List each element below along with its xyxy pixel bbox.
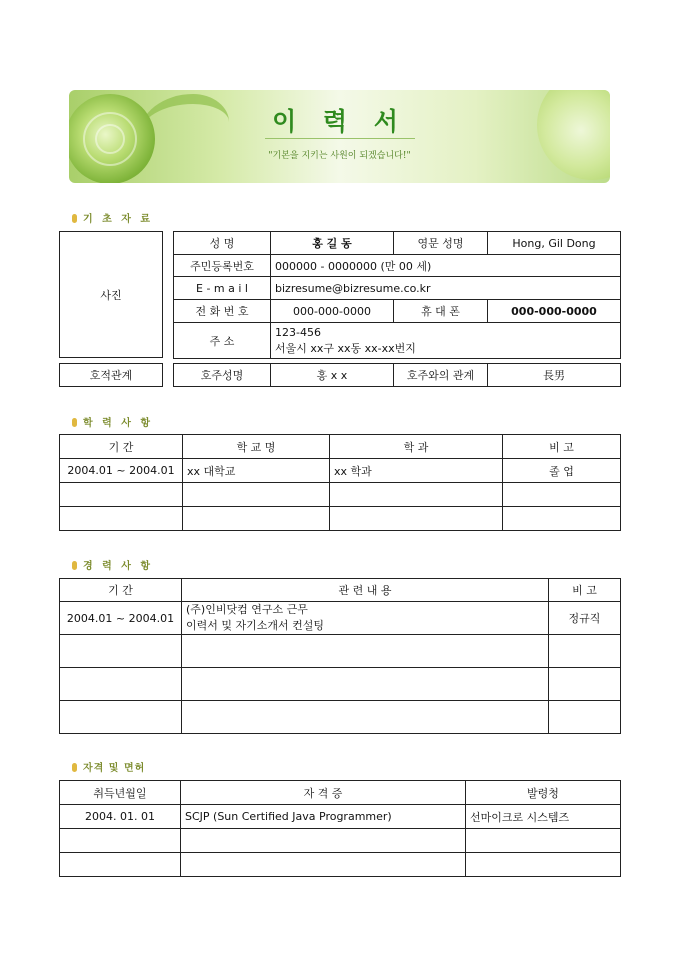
edu-header-major: 학 과 — [330, 435, 503, 459]
career-period: 2004.01 ~ 2004.01 — [60, 602, 182, 635]
section-license-label: 자격 및 면허 — [83, 763, 146, 774]
license-header-date: 취득년월일 — [60, 781, 181, 805]
bullet-icon — [72, 214, 77, 223]
table-row — [60, 483, 621, 507]
license-cert: SCJP (Sun Certified Java Programmer) — [181, 805, 466, 829]
career-content-line2: 이력서 및 자기소개서 컨설팅 — [186, 619, 325, 632]
family-table — [173, 363, 621, 387]
family-relation-box — [59, 363, 163, 387]
phone-label: 전 화 번 호 — [174, 300, 271, 323]
basic-info-table — [173, 231, 621, 359]
relation-value: 長男 — [488, 364, 621, 387]
head-label: 호주성명 — [174, 364, 271, 387]
email-value: bizresume@bizresume.co.kr — [271, 277, 621, 300]
bullet-icon — [72, 418, 77, 427]
section-basic-heading — [72, 210, 153, 225]
edu-major: xx 학과 — [330, 459, 503, 483]
email-label: E - m a i l — [174, 277, 271, 300]
title-banner — [69, 90, 610, 183]
section-basic-label: 기 초 자 료 — [83, 214, 154, 225]
table-row — [60, 701, 621, 734]
career-content — [182, 602, 549, 635]
section-education-label: 학 력 사 항 — [83, 418, 154, 429]
table-row — [60, 853, 621, 877]
phone-value: 000-000-0000 — [271, 300, 394, 323]
license-issuer: 선마이크로 시스템즈 — [466, 805, 621, 829]
table-row — [60, 459, 621, 483]
edu-header-school: 학 교 명 — [183, 435, 330, 459]
career-header-content: 관 련 내 용 — [182, 579, 549, 602]
section-career-label: 경 력 사 항 — [83, 561, 154, 572]
edu-header-period: 기 간 — [60, 435, 183, 459]
table-row — [60, 829, 621, 853]
address-label: 주 소 — [174, 323, 271, 359]
table-row — [60, 668, 621, 701]
section-career-heading — [72, 557, 153, 572]
license-date: 2004. 01. 01 — [60, 805, 181, 829]
family-label: 호적관계 — [60, 364, 163, 387]
rrn-label: 주민등록번호 — [174, 255, 271, 277]
edu-period: 2004.01 ~ 2004.01 — [60, 459, 183, 483]
edu-school: xx 대학교 — [183, 459, 330, 483]
table-row — [60, 635, 621, 668]
address-line1: 123-456 — [275, 325, 321, 339]
photo-box — [59, 231, 163, 358]
rrn-value: 000000 - 0000000 (만 00 세) — [271, 255, 621, 277]
mobile-value: 000-000-0000 — [488, 300, 621, 323]
edu-note: 졸 업 — [503, 459, 621, 483]
career-header-period: 기 간 — [60, 579, 182, 602]
eng-name-label: 영문 성명 — [394, 232, 488, 255]
career-header-note: 비 고 — [549, 579, 621, 602]
address-value — [271, 323, 621, 359]
license-table — [59, 780, 621, 877]
page-subtitle: "기본을 지키는 사원이 되겠습니다!" — [268, 151, 411, 161]
career-table — [59, 578, 621, 734]
relation-label: 호주와의 관계 — [394, 364, 488, 387]
section-license-heading — [72, 759, 145, 774]
bullet-icon — [72, 763, 77, 772]
edu-header-note: 비 고 — [503, 435, 621, 459]
mobile-label: 휴 대 폰 — [394, 300, 488, 323]
bullet-icon — [72, 561, 77, 570]
career-note: 정규직 — [549, 602, 621, 635]
education-table — [59, 434, 621, 531]
photo-label: 사진 — [100, 288, 122, 302]
table-row — [60, 507, 621, 531]
address-line2: 서울시 xx구 xx동 xx-xx번지 — [275, 341, 416, 355]
career-content-line1: (주)인비닷컴 연구소 근무 — [186, 603, 308, 616]
name-value: 홍 길 동 — [271, 232, 394, 255]
table-row — [60, 602, 621, 635]
page-title: 이 력 서 — [272, 107, 407, 136]
title-underline — [265, 138, 415, 139]
license-header-issuer: 발령청 — [466, 781, 621, 805]
table-row — [60, 805, 621, 829]
section-education-heading — [72, 414, 153, 429]
license-header-cert: 자 격 증 — [181, 781, 466, 805]
eng-name-value: Hong, Gil Dong — [488, 232, 621, 255]
name-label: 성 명 — [174, 232, 271, 255]
head-value: 홍 x x — [271, 364, 394, 387]
